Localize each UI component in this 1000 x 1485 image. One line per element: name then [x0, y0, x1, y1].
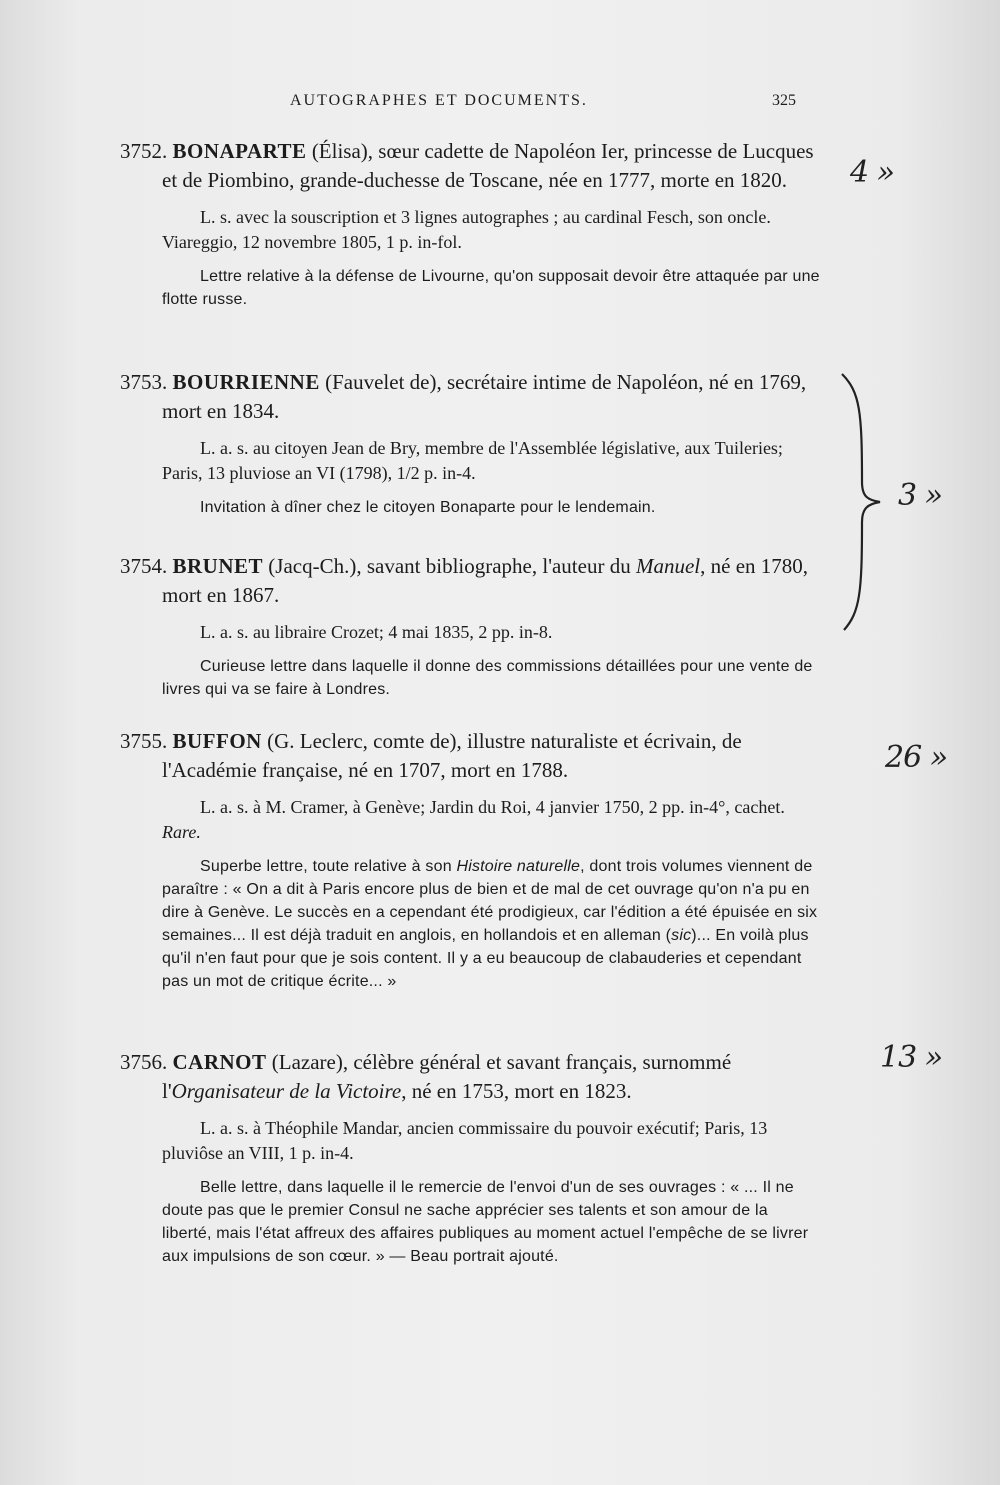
entry-name: BRUNET	[172, 554, 264, 578]
handwritten-brace	[840, 372, 890, 632]
entry-name: CARNOT	[172, 1050, 267, 1074]
entry-heading: 3756. CARNOT (Lazare), célèbre général et savant français, surnommé l'Organisateur de la Victoire, né en 1753, mort en 1823.	[120, 1050, 732, 1103]
page-number: 325	[772, 92, 796, 109]
handwritten-price-group: 3 »	[898, 478, 942, 513]
entry-heading-text: (Fauvelet de), secrétaire intime de Napoléon, né en 1769, mort en 1834.	[162, 370, 807, 423]
entry-heading	[120, 727, 820, 785]
entry-description: L. a. s. au citoyen Jean de Bry, membre de l'Assemblée législative, aux Tuileries; Paris, 13 pluviose an VI (1798), 1/2 p. in-4.	[162, 438, 783, 483]
entry-heading: 3754. BRUNET (Jacq-Ch.), savant bibliographe, l'auteur du Manuel, né en 1780, mort en 1867.	[120, 554, 809, 607]
entry-note: Superbe lettre, toute relative à son Histoire naturelle, dont trois volumes viennent de paraître : « On a dit à Paris encore plus de bien et de mal de cet ouvrage qu'on n'a pu en dire à Genève. Le succès en a cependant été prodigieux, car l'édition a été épuisée en six semaines... Il est déjà traduit en anglois, en hollandois et en alleman (sic)... En voilà plus qu'il n'en faut pour que je sois content. Il y a eu beaucoup de clabauderies et cependant pas un mot de critique écrite... »	[162, 858, 818, 990]
catalog-entry-3755	[120, 727, 820, 993]
catalog-entry-3753	[120, 368, 820, 519]
handwritten-price-3756: 13 »	[880, 1040, 943, 1075]
catalog-entry-3752	[120, 137, 820, 311]
catalog-entry-3756	[120, 1048, 820, 1268]
catalog-entry-3754	[120, 552, 820, 701]
running-header	[0, 92, 1000, 116]
handwritten-price-3752: 4 »	[850, 155, 894, 190]
entry-number: 3752.	[120, 139, 168, 163]
epithet: Organisateur de la Victoire	[171, 1079, 402, 1103]
entry-number: 3755.	[120, 729, 168, 753]
entry-number: 3756.	[120, 1050, 168, 1074]
handwritten-price-3755: 26 »	[885, 740, 948, 775]
entry-number: 3753.	[120, 370, 168, 394]
entry-description: L. a. s. à M. Cramer, à Genève; Jardin du Roi, 4 janvier 1750, 2 pp. in-4°, cachet. Rare.	[162, 797, 785, 842]
entry-heading	[120, 137, 820, 195]
entry-name: BONAPARTE	[172, 139, 307, 163]
book-title: Manuel	[635, 554, 701, 578]
entry-description: L. a. s. à Théophile Mandar, ancien commissaire du pouvoir exécutif; Paris, 13 pluviôse an VIII, 1 p. in-4.	[162, 1118, 768, 1163]
entry-heading-text: (G. Leclerc, comte de), illustre naturaliste et écrivain, de l'Académie française, né en 1707, mort en 1788.	[162, 729, 742, 782]
entry-note: Belle lettre, dans laquelle il le remercie de l'envoi d'un de ses ouvrages : « ... Il ne doute pas que le premier Consul ne sache apprécier ses talents et son amour de la liberté, mais l'état affreux des affaires publiques au moment actuel l'empêche de se livrer aux impulsions de son cœur. » — Beau portrait ajouté.	[162, 1179, 809, 1265]
entry-heading-text: (Élisa), sœur cadette de Napoléon Ier, princesse de Lucques et de Piombino, grande-duchesse de Toscane, née en 1777, morte en 1820.	[162, 139, 814, 192]
entry-name: BUFFON	[172, 729, 262, 753]
entry-number: 3754.	[120, 554, 168, 578]
page-title: AUTOGRAPHES ET DOCUMENTS.	[290, 92, 588, 109]
entry-heading	[120, 368, 820, 426]
entry-description: L. s. avec la souscription et 3 lignes autographes ; au cardinal Fesch, son oncle. Viareggio, 12 novembre 1805, 1 p. in-fol.	[162, 207, 771, 252]
entry-description: L. a. s. au libraire Crozet; 4 mai 1835, 2 pp. in-8.	[200, 622, 553, 642]
entry-name: BOURRIENNE	[172, 370, 320, 394]
entry-note: Invitation à dîner chez le citoyen Bonaparte pour le lendemain.	[200, 499, 656, 516]
entry-note: Curieuse lettre dans laquelle il donne des commissions détaillées pour une vente de livres qui va se faire à Londres.	[162, 658, 813, 698]
entry-note: Lettre relative à la défense de Livourne, qu'on supposait devoir être attaquée par une flotte russe.	[162, 268, 820, 308]
